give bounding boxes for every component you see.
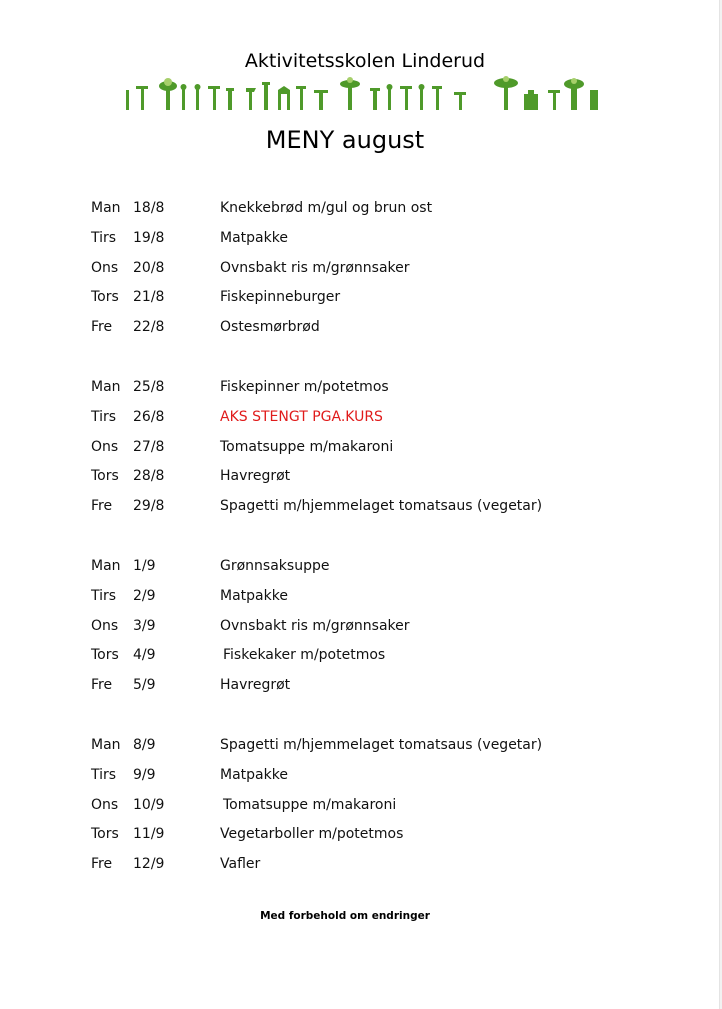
date-label: 5/9: [133, 677, 156, 694]
meal-label: Havregrøt: [220, 677, 291, 694]
meal-label: Vafler: [220, 856, 261, 873]
closed-notice: AKS STENGT PGA.KURS: [220, 408, 383, 425]
date-label: 22/8: [133, 319, 165, 336]
meal-label: Tomatsuppe m/makaroni: [220, 438, 394, 455]
date-label: 28/8: [133, 468, 165, 485]
date-label: 18/8: [133, 200, 165, 216]
date-label: 2/9: [133, 587, 156, 604]
day-label: Ons: [91, 617, 119, 634]
meal-label: Matpakke: [220, 587, 288, 604]
date-label: 19/8: [133, 229, 165, 246]
day-label: Tors: [91, 289, 119, 306]
day-label: Man: [91, 737, 121, 753]
day-label: Fre: [91, 319, 113, 336]
date-label: 11/9: [133, 826, 165, 843]
meal-label: Tomatsuppe m/makaroni: [223, 796, 397, 813]
meal-label: Spagetti m/hjemmelaget tomatsaus (vegetar): [220, 737, 543, 753]
meal-label: Ovnsbakt ris m/grønnsaker: [220, 617, 410, 634]
day-label: Fre: [91, 856, 113, 873]
date-label: 3/9: [133, 617, 156, 634]
day-label: Fre: [91, 498, 113, 515]
date-label: 20/8: [133, 259, 165, 276]
meal-label: Vegetarboller m/potetmos: [220, 826, 404, 843]
date-label: 26/8: [133, 408, 165, 425]
day-label: Man: [91, 379, 121, 395]
day-label: Ons: [91, 438, 119, 455]
meal-label: Spagetti m/hjemmelaget tomatsaus (vegetar): [220, 498, 543, 515]
date-label: 9/9: [133, 766, 156, 783]
day-label: Tirs: [91, 587, 117, 604]
day-label: Tors: [91, 468, 119, 485]
date-label: 21/8: [133, 289, 165, 306]
meal-label: Havregrøt: [220, 468, 291, 485]
date-label: 8/9: [133, 737, 156, 753]
green-figures-banner-icon: [124, 76, 604, 112]
meal-label: Fiskepinneburger: [220, 289, 341, 306]
meal-label: Fiskekaker m/potetmos: [223, 647, 386, 664]
date-label: 27/8: [133, 438, 165, 455]
meal-label: Fiskepinner m/potetmos: [220, 379, 389, 395]
date-label: 12/9: [133, 856, 165, 873]
meal-label: Ovnsbakt ris m/grønnsaker: [220, 259, 410, 276]
footer-note: Med forbehold om endringer: [260, 910, 430, 922]
day-label: Tirs: [91, 229, 117, 246]
date-label: 25/8: [133, 379, 165, 395]
school-name: Aktivitetsskolen Linderud: [244, 50, 486, 72]
day-label: Man: [91, 200, 121, 216]
meal-label: Grønnsaksuppe: [220, 558, 330, 574]
date-label: 29/8: [133, 498, 165, 515]
date-label: 1/9: [133, 558, 156, 574]
day-label: Ons: [91, 259, 119, 276]
meal-label: Ostesmørbrød: [220, 319, 320, 336]
day-label: Fre: [91, 677, 113, 694]
date-label: 10/9: [133, 796, 165, 813]
meal-label: Matpakke: [220, 229, 288, 246]
day-label: Tors: [91, 647, 119, 664]
page-title: MENY august: [265, 126, 425, 154]
day-label: Tirs: [91, 766, 117, 783]
day-label: Man: [91, 558, 121, 574]
day-label: Ons: [91, 796, 119, 813]
day-label: Tors: [91, 826, 119, 843]
meal-label: Knekkebrød m/gul og brun ost: [220, 200, 433, 216]
day-label: Tirs: [91, 408, 117, 425]
date-label: 4/9: [133, 647, 156, 664]
meal-label: Matpakke: [220, 766, 288, 783]
